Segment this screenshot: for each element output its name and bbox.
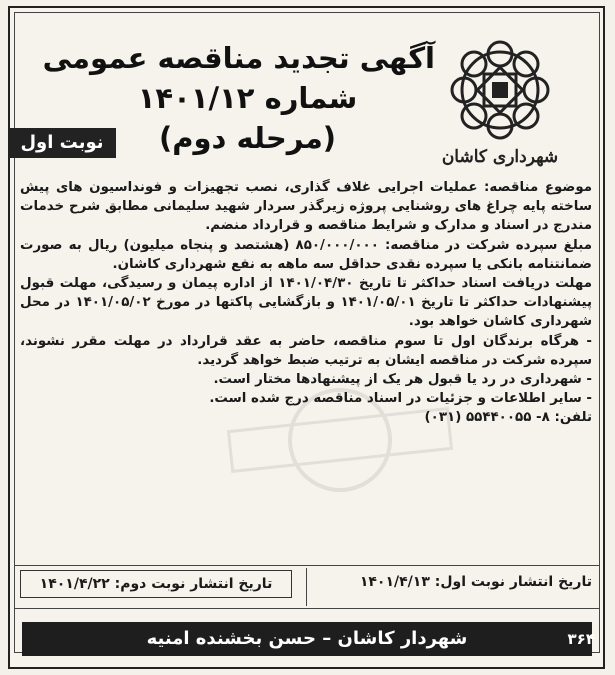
tender-deadlines: مهلت دریافت اسناد حداکثر تا تاریخ ۱۴۰۱/۰۴/۳۰ از اداره پیمان و رسیدگی، مهلت قبول پیشنهادات حداکثر تا تاریخ ۱۴۰۱/۰۵/۰۱ و بازگشایی پاکتها در مورخ ۱۴۰۱/۰۵/۰۲ در محل شهرداری کاشان خواهد بود. <box>20 276 592 330</box>
second-publication-date: تاریخ انتشار نوبت دوم: ۱۴۰۱/۴/۲۲ <box>20 570 292 598</box>
tender-condition-winners: - هرگاه برندگان اول تا سوم مناقصه، حاضر به عقد قرارداد در مهلت مقرر نشوند، سپرده شرکت در مناقصه ایشان به ترتیب ضبط خواهد گردید. <box>20 333 592 368</box>
title-line-3: (مرحله دوم) <box>158 121 337 155</box>
publication-round-badge: نوبت اول <box>8 128 116 158</box>
tender-condition-rights: - شهرداری در رد یا قبول هر یک از پیشنهادها مختار است. <box>213 372 592 388</box>
tender-phone: تلفن: ۸- ۵۵۴۴۰۰۵۵ (۰۳۱) <box>424 410 592 426</box>
publication-dates <box>14 565 600 609</box>
title-line-1: آگهی تجدید مناقصه عمومی <box>42 41 435 75</box>
tender-condition-info: - سایر اطلاعات و جزئیات در اسناد مناقصه درج شده است. <box>209 391 592 407</box>
tender-deposit: مبلغ سپرده شرکت در مناقصه: ۸۵۰/۰۰۰/۰۰۰ (هشتصد و پنجاه میلیون) ریال به صورت ضمانتنامه بانکی یا سپرده نقدی حداقل سه ماهه به نفع شهرداری کاشان. <box>20 237 592 272</box>
logo-caption: شهرداری کاشان <box>441 147 559 167</box>
title-line-2: شماره ۱۴۰۱/۱۲ <box>137 81 358 115</box>
dates-divider <box>306 568 307 606</box>
notice-code: ۳۶۴ <box>567 630 595 648</box>
first-publication-date: تاریخ انتشار نوبت اول: ۱۴۰۱/۴/۱۳ <box>359 574 592 590</box>
notice-body <box>20 178 592 428</box>
tender-subject: موضوع مناقصه: عملیات اجرایی غلاف گذاری، نصب تجهیزات و فونداسیون های پیش ساخته پایه چراغ های روشنایی پروژه زیرگذر سردار شهید سلیمانی مطابق شرح خدمات مندرج در اسناد و مدارک و شرایط مناقصه و قرارداد منضم. <box>20 180 592 234</box>
notice-title <box>42 38 435 158</box>
kashan-municipality-logo <box>440 34 560 176</box>
mayor-signature-bar: شهردار کاشان – حسن بخشنده امنیه <box>22 622 592 656</box>
